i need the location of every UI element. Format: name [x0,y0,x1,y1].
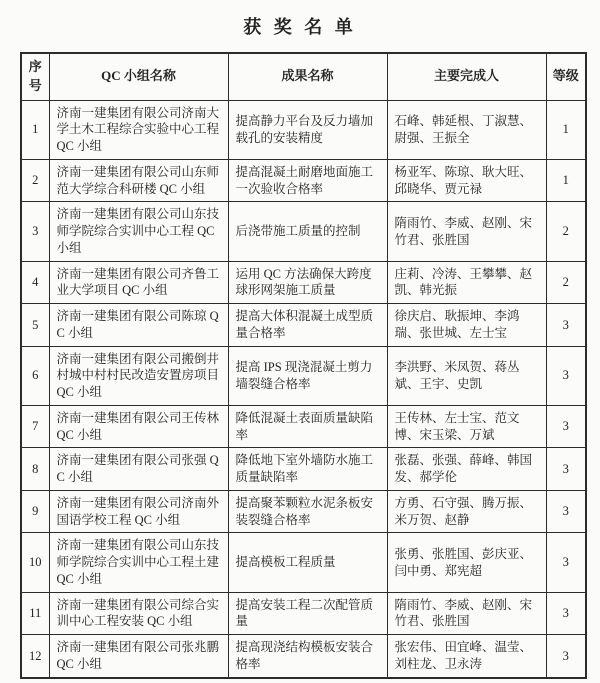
cell-serial-number: 3 [21,202,49,261]
table-row [21,100,586,159]
cell-main-contributors: 张宏伟、田宜峰、温莹、刘柱龙、卫永涛 [387,635,546,678]
cell-qc-group-name: 济南一建集团有限公司济南外国语学校工程 QC 小组 [49,490,228,533]
cell-grade: 2 [546,261,586,304]
cell-achievement-name: 运用 QC 方法确保大跨度球形网架施工质量 [228,261,387,304]
col-header-qc-group-name: QC 小组名称 [49,53,228,100]
cell-achievement-name: 提高混凝土耐磨地面施工一次验收合格率 [228,159,387,202]
cell-achievement-name: 提高现浇结构模板安装合格率 [228,635,387,678]
cell-achievement-name: 提高聚苯颗粒水泥条板安装裂缝合格率 [228,490,387,533]
award-table [20,52,587,679]
cell-main-contributors: 庄莉、冷涛、王攀攀、赵凯、韩光振 [387,261,546,304]
cell-serial-number: 12 [21,635,49,678]
cell-main-contributors: 张勇、张胜国、彭庆亚、闫中勇、郑宪超 [387,533,546,592]
cell-main-contributors: 方勇、石守强、腾万振、米万贺、赵静 [387,490,546,533]
col-header-achievement-name: 成果名称 [228,53,387,100]
cell-qc-group-name: 济南一建集团有限公司王传林 QC 小组 [49,405,228,448]
cell-qc-group-name: 济南一建集团有限公司张兆鹏 QC 小组 [49,635,228,678]
cell-grade: 3 [546,490,586,533]
col-header-serial-number: 序号 [21,53,49,100]
cell-achievement-name: 降低地下室外墙防水施工质量缺陷率 [228,448,387,491]
table-header-row [21,53,586,100]
cell-grade: 3 [546,592,586,635]
cell-serial-number: 10 [21,533,49,592]
cell-main-contributors: 杨亚军、陈琼、耿大旺、邱晓华、贾元禄 [387,159,546,202]
table-row [21,304,586,347]
cell-achievement-name: 提高大体积混凝土成型质量合格率 [228,304,387,347]
cell-achievement-name: 后浇带施工质量的控制 [228,202,387,261]
cell-serial-number: 5 [21,304,49,347]
cell-grade: 2 [546,202,586,261]
table-row [21,490,586,533]
cell-qc-group-name: 济南一建集团有限公司综合实训中心工程安装 QC 小组 [49,592,228,635]
table-row [21,533,586,592]
page-title: 获 奖 名 单 [243,17,357,37]
cell-qc-group-name: 济南一建集团有限公司陈琼 QC 小组 [49,304,228,347]
cell-serial-number: 7 [21,405,49,448]
cell-serial-number: 8 [21,448,49,491]
col-header-grade: 等级 [546,53,586,100]
cell-qc-group-name: 济南一建集团有限公司搬倒井村城中村村民改造安置房项目 QC 小组 [49,346,228,405]
cell-achievement-name: 提高静力平台及反力墙加载孔的安装精度 [228,100,387,159]
cell-qc-group-name: 济南一建集团有限公司张强 QC 小组 [49,448,228,491]
cell-serial-number: 4 [21,261,49,304]
cell-serial-number: 6 [21,346,49,405]
table-body [21,100,586,678]
cell-main-contributors: 张磊、张强、薛峰、韩国发、郝学伦 [387,448,546,491]
table-row [21,202,586,261]
cell-serial-number: 9 [21,490,49,533]
cell-grade: 1 [546,159,586,202]
table-row [21,405,586,448]
cell-main-contributors: 隋雨竹、李威、赵刚、宋竹君、张胜国 [387,592,546,635]
cell-qc-group-name: 济南一建集团有限公司山东师范大学综合科研楼 QC 小组 [49,159,228,202]
table-row [21,635,586,678]
cell-grade: 3 [546,346,586,405]
cell-qc-group-name: 济南一建集团有限公司齐鲁工业大学项目 QC 小组 [49,261,228,304]
cell-serial-number: 2 [21,159,49,202]
cell-grade: 3 [546,533,586,592]
cell-serial-number: 1 [21,100,49,159]
cell-grade: 3 [546,405,586,448]
cell-achievement-name: 提高 IPS 现浇混凝土剪力墙裂缝合格率 [228,346,387,405]
cell-grade: 3 [546,635,586,678]
cell-grade: 1 [546,100,586,159]
cell-grade: 3 [546,448,586,491]
cell-qc-group-name: 济南一建集团有限公司济南大学土木工程综合实验中心工程 QC 小组 [49,100,228,159]
cell-achievement-name: 提高模板工程质量 [228,533,387,592]
cell-main-contributors: 李洪野、米凤贺、蒋丛斌、王宇、史凯 [387,346,546,405]
cell-main-contributors: 王传林、左士宝、范文博、宋玉梁、万斌 [387,405,546,448]
cell-achievement-name: 提高安装工程二次配管质量 [228,592,387,635]
table-row [21,261,586,304]
col-header-main-contributors: 主要完成人 [387,53,546,100]
table-row [21,346,586,405]
cell-grade: 3 [546,304,586,347]
table-row [21,592,586,635]
cell-qc-group-name: 济南一建集团有限公司山东技师学院综合实训中心工程 QC 小组 [49,202,228,261]
cell-main-contributors: 石峰、韩延根、丁淑慧、尉强、王振全 [387,100,546,159]
table-row [21,448,586,491]
cell-serial-number: 11 [21,592,49,635]
cell-achievement-name: 降低混凝土表面质量缺陷率 [228,405,387,448]
cell-main-contributors: 隋雨竹、李威、赵刚、宋竹君、张胜国 [387,202,546,261]
cell-qc-group-name: 济南一建集团有限公司山东技师学院综合实训中心工程土建 QC 小组 [49,533,228,592]
cell-main-contributors: 徐庆启、耿振坤、李鸿瑞、张世城、左士宝 [387,304,546,347]
table-row [21,159,586,202]
